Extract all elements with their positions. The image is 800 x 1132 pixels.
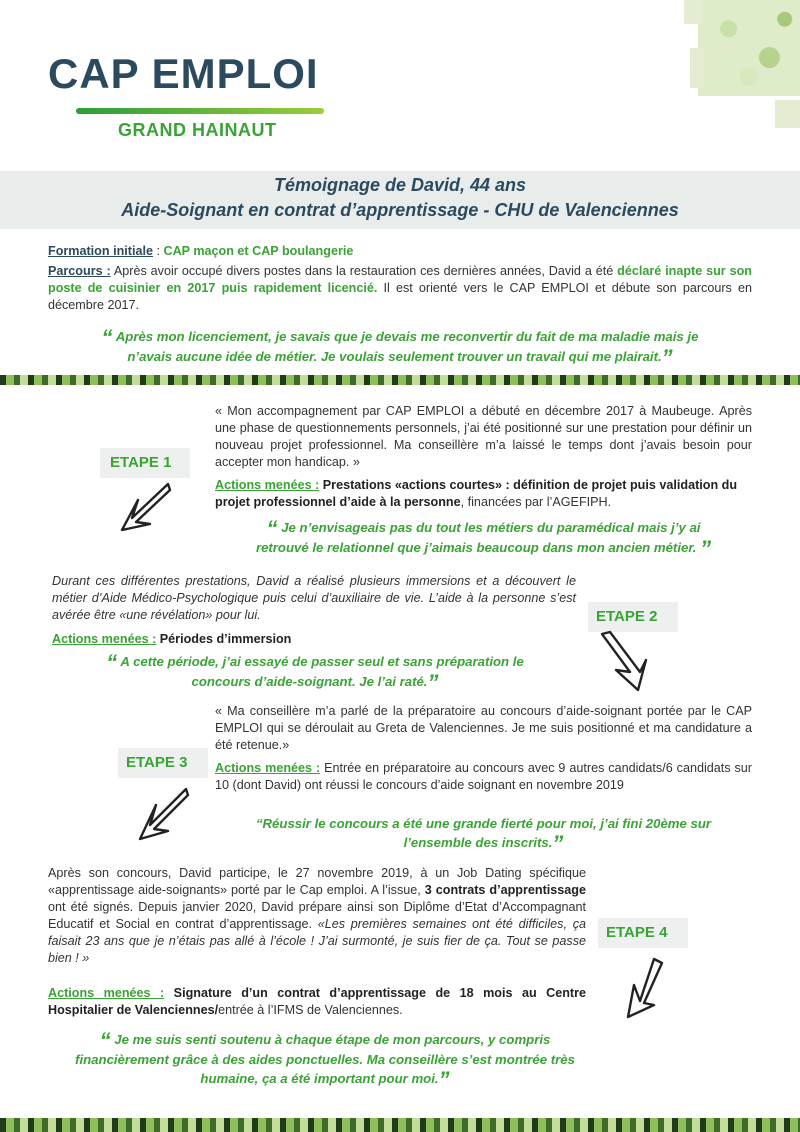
step4-actions-bold: Signature d’un contrat d’apprentissage de 18 mois au Centre Hospitalier de Valenciennes/	[48, 986, 586, 1017]
step1-actions-text: , financées par l’AGEFIPH.	[460, 495, 612, 509]
step4-quote: “ Je me suis senti soutenu à chaque étape de mon parcours, y compris financièrement grâce à des aides ponctuelles. Ma conseillère s’est montrée très humaine, ça a été important pour moi.”	[75, 1028, 575, 1092]
step3-actions-label: Actions menées :	[215, 761, 321, 775]
step4-text-part2: ont été signés. Depuis janvier 2020, David prépare ainsi son Diplôme d’Etat d’Accompagnant Educatif et Social en contrat d’apprentissage.	[48, 900, 586, 931]
step3-quote-line1: “Réussir le concours a été une grande fierté pour moi, j’ai fini 20ème sur	[255, 816, 712, 831]
logo-name: CAP EMPLOI	[48, 50, 319, 97]
formation-sep: :	[152, 244, 164, 258]
step2-actions	[52, 631, 576, 648]
step2-quote: “ A cette période, j’ai essayé de passer seul et sans préparation le concours d’aide-soignant. Je l’ai raté.”	[106, 650, 524, 695]
logo	[48, 50, 368, 150]
arrow-down-left-icon	[126, 783, 192, 853]
decor-square	[775, 100, 800, 128]
step1-quote-line1: Je n’envisageais pas du tout les métiers du paramédical mais j’y ai	[281, 520, 701, 535]
decor-square	[684, 0, 702, 24]
step3-actions-text: Entrée en préparatoire au concours avec 9 autres candidats/6 candidats sur 10 (dont David) ont réussi le concours d’aide soignant en novembre 2019	[215, 761, 752, 792]
leaf-band-bottom	[0, 1118, 800, 1132]
logo-sub: GRAND HAINAUT	[118, 120, 277, 140]
parcours-highlight: déclaré inapte sur son poste de cuisinier en 2017 puis rapidement licencié.	[48, 264, 752, 295]
step1-label: ETAPE 1	[110, 454, 172, 471]
parcours-paragraph	[48, 263, 752, 314]
page-title: Témoignage de David, 44 ans	[273, 175, 527, 195]
decor-square	[690, 48, 704, 88]
formation-line	[48, 243, 752, 260]
parcours-text-end: Il est orienté vers le CAP EMPLOI et débute son parcours en décembre 2017.	[48, 281, 752, 312]
step4-text-part1: Après son concours, David participe, le 27 novembre 2019, à un Job Dating spécifique «apprentissage aide-soignants» porté par le Cap emploi. A l’issue,	[48, 866, 586, 897]
leaf-photo-top-right	[698, 0, 800, 96]
step4-actions-label: Actions menées :	[48, 986, 165, 1000]
step3-actions	[215, 760, 752, 794]
intro-quote-line2: n’avais aucune idée de métier. Je voulais seulement trouver un travail qui me plairait.	[127, 349, 662, 364]
step2-actions-label: Actions menées :	[52, 632, 157, 646]
arrow-down-left-icon	[108, 478, 174, 544]
step1-text: « Mon accompagnement par CAP EMPLOI a débuté en décembre 2017 à Maubeuge. Après une phase de questionnements personnels, j’ai été positionné sur une prestation pour définir un nouveau projet professionnel. Ma conseillère m’a laissé le temps dont j’avais besoin pour accepter mon handicap. »	[215, 404, 752, 469]
step4-quote-line3: humaine, ça a été important pour moi.	[200, 1071, 439, 1086]
step4-label: ETAPE 4	[606, 924, 668, 941]
arrow-down-right-icon	[596, 628, 656, 696]
step2-quote-line2: concours d’aide-soignant. Je l’ai raté.	[191, 674, 428, 689]
step2-text: Durant ces différentes prestations, David a réalisé plusieurs immersions et a découvert le métier d’Aide Médico-Psychologique puis celui d’auxiliaire de vie. L’aide à la personne s’est avérée être «une révélation» pour lui.	[52, 574, 576, 622]
page-subtitle: Aide-Soignant en contrat d’apprentissage - CHU de Valenciennes	[121, 200, 679, 220]
arrow-down-icon	[620, 955, 670, 1027]
parcours-text: Après avoir occupé divers postes dans la restauration ces dernières années, David a été	[110, 264, 618, 278]
formation-label: Formation initiale	[48, 244, 153, 258]
intro-quote-line1: Après mon licenciement, je savais que je devais me reconvertir du fait de ma maladie mais je	[115, 329, 699, 344]
step2-actions-bold: Périodes d’immersion	[156, 632, 292, 646]
step1-actions-label: Actions menées :	[215, 478, 320, 492]
intro-quote: “ Après mon licenciement, je savais que je devais me reconvertir du fait de ma maladie mais je n’avais aucune idée de métier. Je voulais seulement trouver un travail qui me plairait.”	[101, 325, 699, 370]
formation-value: CAP maçon et CAP boulangerie	[163, 244, 354, 258]
step1-actions-bold: Prestations «actions courtes» : définition de projet puis validation du projet professionnel d’aide à la personne	[215, 478, 738, 509]
step3-quote: “Réussir le concours a été une grande fierté pour moi, j’ai fini 20ème sur l’ensemble des inscrits.”	[255, 816, 712, 856]
parcours-label: Parcours :	[48, 264, 111, 278]
step4-quote-line1: Je me suis senti soutenu à chaque étape de mon parcours, y compris	[114, 1032, 551, 1047]
step2-quote-line1: A cette période, j’ai essayé de passer seul et sans préparation le	[120, 654, 524, 669]
step1-quote: “ Je n’envisageais pas du tout les métiers du paramédical mais j’y ai retrouvé le relationnel que j’aimais beaucoup dans mon ancien métier. ”	[255, 516, 712, 561]
step2-label: ETAPE 2	[596, 608, 658, 625]
step3-text: « Ma conseillère m’a parlé de la préparatoire au concours d’aide-soignant portée par le CAP EMPLOI qui se déroulait au Greta de Valenciennes. Je me suis positionné et ma candidature a été retenue.»	[215, 704, 752, 752]
step1-actions	[215, 477, 752, 511]
step4-text	[48, 865, 586, 967]
step4-actions	[48, 985, 586, 1019]
leaf-band	[0, 375, 800, 385]
logo-underline	[76, 108, 324, 114]
step4-text-quote: «Les premières semaines ont été difficiles, ça faisait 23 ans que je n’étais pas allé à l’école ! J’ai surmonté, je suis fier de ça. Tout se passe bien ! »	[48, 917, 586, 965]
step3-quote-line2: l’ensemble des inscrits.	[403, 835, 553, 850]
step4-actions-text: entrée à l’IFMS de Valenciennes.	[218, 1003, 403, 1017]
step1-quote-line2: retrouvé le relationnel que j’aimais beaucoup dans mon ancien métier.	[255, 540, 697, 555]
step3-label: ETAPE 3	[126, 754, 188, 771]
step4-quote-line2: financièrement grâce à des aides ponctuelles. Ma conseillère s’est montrée très	[75, 1052, 575, 1067]
step4-text-bold: 3 contrats d’apprentissage	[424, 883, 586, 897]
